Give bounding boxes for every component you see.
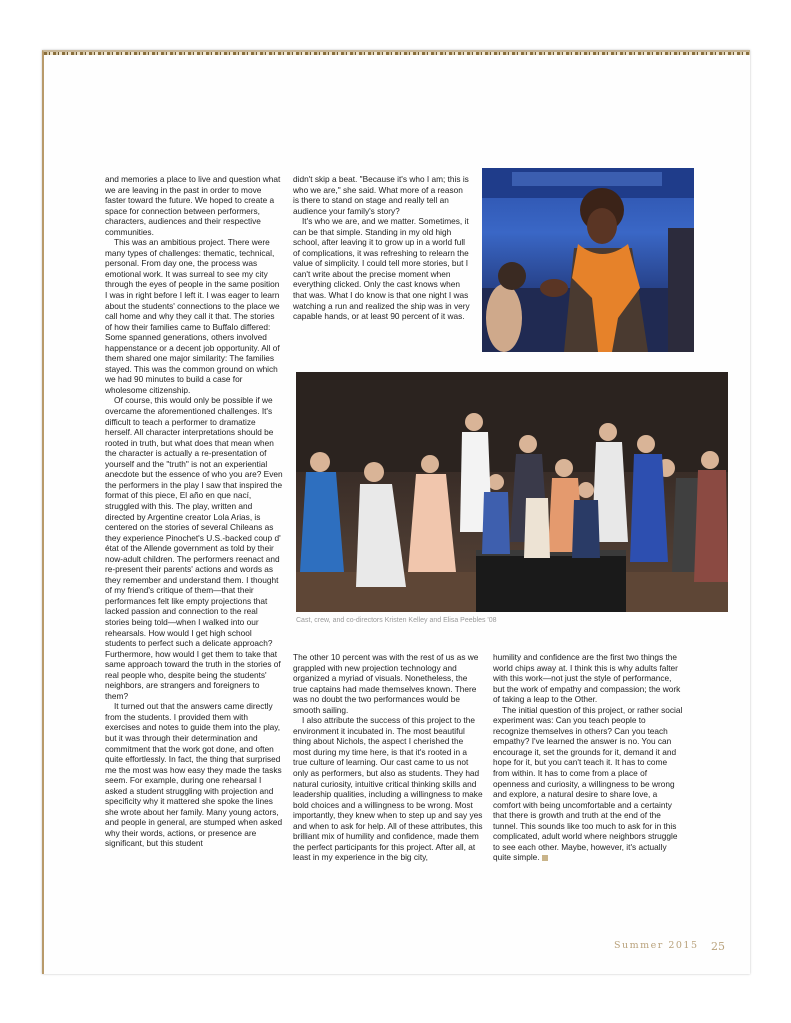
- text-column-2: [293, 174, 471, 322]
- paragraph: I also attribute the success of this project to the environment it incubated in. The most beautiful thing about Nichols, the aspect I cherished the most during my time here, is that it's rooted in a true culture of learning. Our cast came to us not only as performers, but also as students. They had natural curiosity, intuitive critical thinking skills and leadership qualities, including a willingness to make bold choices and a willingness to be wrong. Most importantly, they knew when to step up and say yes and when to ask for help. All of these attributes, this brilliant mix of humility and confidence, made them the perfect participants for this project. After all, at least in my experience in the big city,: [293, 715, 483, 863]
- performer-photo: [482, 168, 694, 352]
- text-column-1: [105, 174, 283, 849]
- paragraph: This was an ambitious project. There were many types of challenges: thematic, technical, personal. From day one, the process was emotional work. It was surreal to see my city through the eyes of people in the same position I was in right before I left it. I was eager to learn about the students' connections to the place we call home and why they call it that. The stories of how their families came to Buffalo differed: Some spanned generations, others involved happenstance or a decent job opportunity. All of them shared one major similarity: The families stayed. This was the common ground on which we had 90 minutes to build a case for wholesome citizenship.: [105, 237, 280, 395]
- cast-group-photo: [296, 372, 728, 612]
- paragraph: It's who we are, and we matter. Sometimes, it can be that simple. Standing in my old high school, after leaving it to grow up in a world full of complications, it was refreshing to relearn the value of simplicity. I could tell more stories, but I can't write about the precise moment when everything clicked. Only the cast knows when that was. What I do know is that one night I was watching a run and realized the ship was in very capable hands, or at least 90 percent of it was.: [293, 216, 470, 322]
- paragraph: [493, 705, 683, 863]
- magazine-page: [42, 50, 750, 974]
- photo-caption: Cast, crew, and co-directors Kristen Kelley and Elisa Peebles '08: [296, 617, 497, 624]
- paragraph: humility and confidence are the first two things the world chips away at. I think this is why adults falter with this work—not just the style of performance, but the work of empathy and compassion; the work of taking a leap to the Other.: [493, 652, 681, 705]
- performer-photo-illustration: [482, 168, 694, 352]
- page-number: 25: [711, 940, 725, 953]
- paragraph-text: The initial question of this project, or rather social experiment was: Can you teach people to recognize themselves in others? Can you teach empathy? I've learned the answer is no. You can encourage it, set the grounds for it, demand it and hope for it, but you can't teach it. It has to come from within. It has to come from a place of openness and curiosity, a willingness to be wrong and explore, a natural desire to share love, a comfort with being uncomfortable and a certainty that there is growth and truth at the end of the tunnel. This sounds like too much to ask for in this complicated, adult world where neighbors struggle to see each other. Maybe, however, it's actually quite simple.: [493, 704, 683, 863]
- top-decorative-rule: [44, 52, 750, 55]
- cast-group-illustration: [296, 372, 728, 612]
- paragraph: Of course, this would only be possible if we overcame the aforementioned challenges. It's difficult to teach a performer to dramatize herself. All character interpretations should be rooted in truth, but what does that mean when the character is actually a re-presentation of yourself and the "truth" is not an experiential anecdote but the essence of who you are? Even the performers in the play I saw that inspired the format of this piece, El año en que nací, struggled with this. The play, written and directed by Argentine creator Lola Arias, is centered on the stories of several Chileans as they experience Pinochet's U.S.-backed coup d' état of the Allende government as told by their now-adult children. The performers reenact and re-present their parents' actions and words as they remember and understand them. I thought of my friend's critique of them—that their performances felt like empty projections that lacked passion and connection to the real stories being told—when I walked into our rehearsals. How would I get high school students to perfect such a delicate approach? Furthermore, how would I get them to take that same approach toward the truth in the stories of real people who, despite being the students' neighbors, are strangers and foreigners to them?: [105, 395, 283, 701]
- end-mark-icon: [542, 855, 548, 861]
- paragraph: It turned out that the answers came directly from the students. I provided them with exercises and notes to guide them into the play, but it was through their determination and commitment that the work got done, and often quite effortlessly. In fact, the thing that surprised me the most was how easy they made the tasks seem. For example, during one rehearsal I asked a student struggling with projection and specificity why it mattered she spoke the lines she wrote about her family. Many young actors, and people in general, are stumped when asked why their words, actions, or presence are significant, but this student: [105, 701, 283, 849]
- text-column-3: [293, 652, 483, 863]
- paragraph: The other 10 percent was with the rest of us as we grappled with new projection technology and organized a myriad of visuals. Nonetheless, the true captains had made themselves known. There was no doubt the two performances would be smooth sailing.: [293, 652, 479, 715]
- text-column-4: [493, 652, 683, 863]
- paragraph: didn't skip a beat. "Because it's who I am; this is who we are," she said. What more of a reason is there to stand on stage and really tell an audience your family's story?: [293, 174, 469, 216]
- paragraph: and memories a place to live and question what we are leaving in the past in order to move faster toward the future. We hoped to create a space for connection between performers, characters, audiences and their respective communities.: [105, 174, 281, 237]
- issue-label: Summer 2015: [614, 940, 699, 951]
